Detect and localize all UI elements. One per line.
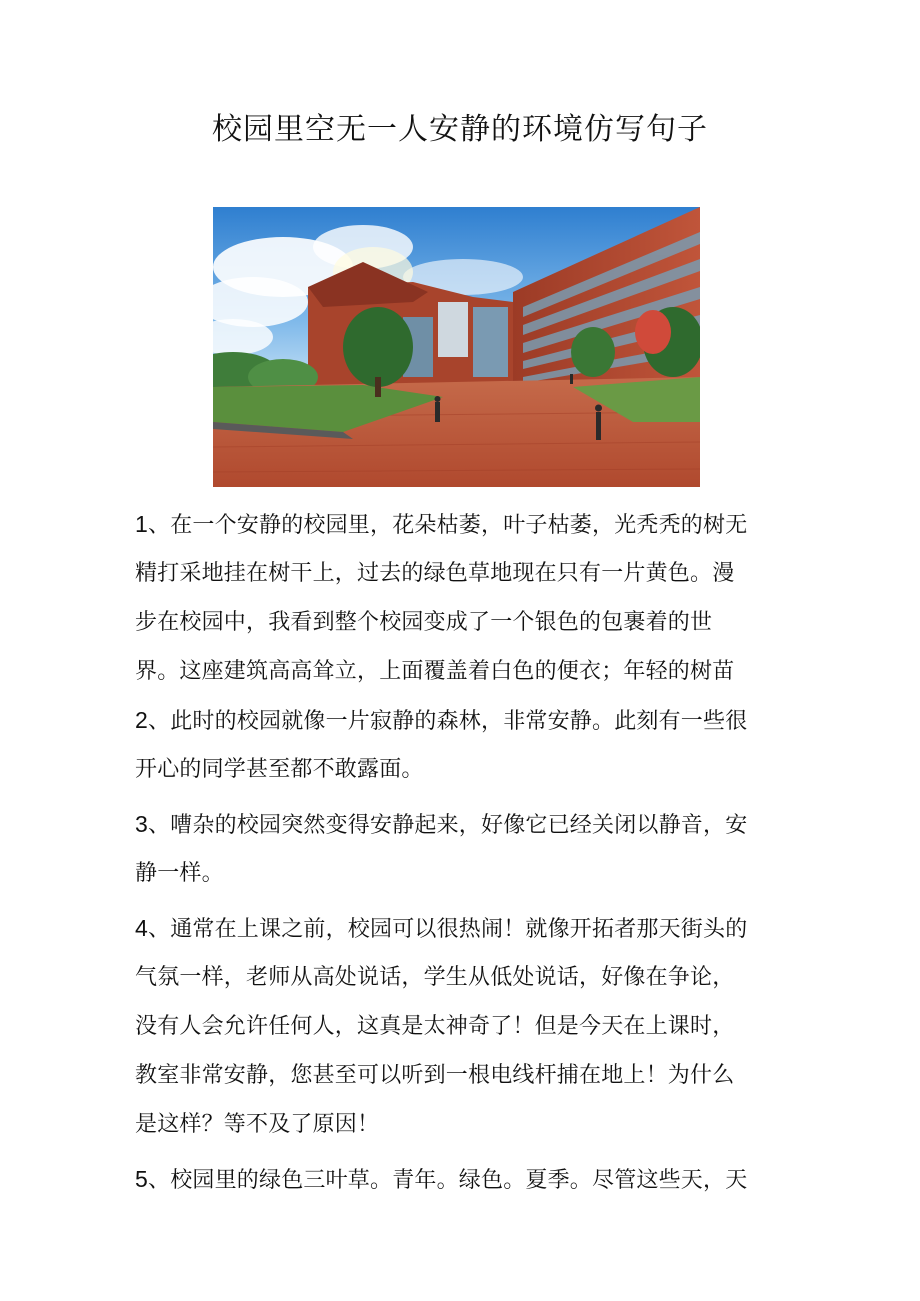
document-title: 校园里空无一人安静的环境仿写句子 bbox=[212, 112, 708, 147]
paragraph-line: 教室非常安静，您甚至可以听到一根电线杆捕在地上！为什么 bbox=[135, 1063, 735, 1088]
item-number: 4 bbox=[135, 915, 148, 941]
paragraph-line: 1、在一个安静的校园里，花朵枯萎，叶子枯萎，光秃秃的树无 bbox=[135, 511, 748, 538]
paragraph-1 bbox=[135, 500, 785, 696]
item-number: 2 bbox=[135, 707, 148, 733]
paragraph-4 bbox=[135, 904, 785, 1149]
article-body bbox=[135, 500, 785, 1204]
paragraph-line: 2、此时的校园就像一片寂静的森林，非常安静。此刻有一些很 bbox=[135, 707, 748, 734]
item-number: 3 bbox=[135, 811, 148, 837]
paragraph-5 bbox=[135, 1155, 785, 1204]
paragraph-line: 4、通常在上课之前，校园可以很热闹！就像开拓者那天街头的 bbox=[135, 915, 748, 942]
campus-photo bbox=[213, 207, 700, 487]
paragraph-line: 气氛一样，老师从高处说话，学生从低处说话，好像在争论， bbox=[135, 965, 735, 990]
item-number: 5 bbox=[135, 1166, 148, 1192]
paragraph-2 bbox=[135, 696, 785, 794]
paragraph-line: 步在校园中，我看到整个校园变成了一个银色的包裹着的世 bbox=[135, 610, 713, 635]
paragraph-line: 界。这座建筑高高耸立，上面覆盖着白色的便衣；年轻的树苗 bbox=[135, 659, 735, 684]
paragraph-line: 是这样？等不及了原因！ bbox=[135, 1112, 380, 1137]
paragraph-3 bbox=[135, 800, 785, 898]
item-number: 1 bbox=[135, 511, 148, 537]
paragraph-line: 精打采地挂在树干上，过去的绿色草地现在只有一片黄色。漫 bbox=[135, 561, 735, 586]
paragraph-line: 5、校园里的绿色三叶草。青年。绿色。夏季。尽管这些天，天 bbox=[135, 1166, 748, 1193]
paragraph-line: 静一样。 bbox=[135, 861, 224, 886]
paragraph-line: 开心的同学甚至都不敢露面。 bbox=[135, 757, 424, 782]
paragraph-line: 3、嘈杂的校园突然变得安静起来，好像它已经关闭以静音，安 bbox=[135, 811, 748, 838]
paragraph-line: 没有人会允许任何人，这真是太神奇了！但是今天在上课时， bbox=[135, 1014, 735, 1039]
